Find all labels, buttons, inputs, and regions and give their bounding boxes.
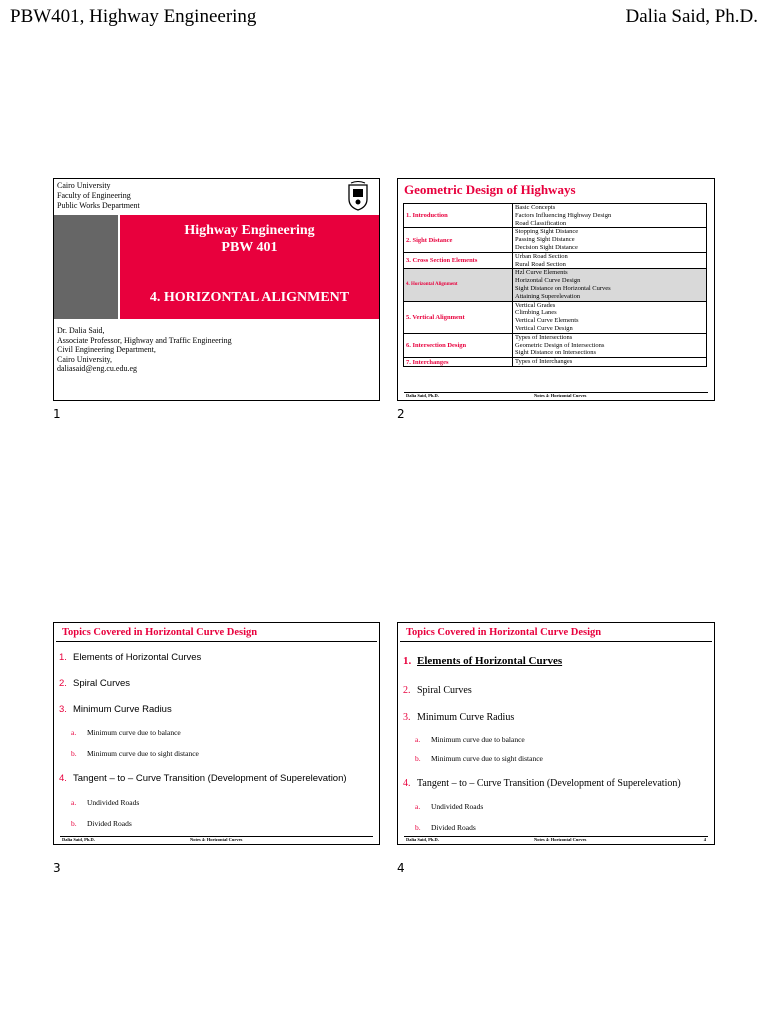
topic-item: Decision Sight Distance — [515, 243, 578, 251]
department-name: Public Works Department — [57, 201, 140, 210]
slide-1 — [53, 178, 380, 401]
topic-item — [59, 652, 201, 663]
section-cell: 7. Interchanges — [404, 358, 513, 367]
item-number: 3. — [403, 712, 411, 723]
author-title: Associate Professor, Highway and Traffic Engineering — [57, 335, 232, 345]
contents-row — [404, 358, 707, 367]
item-number: 4. — [59, 773, 67, 784]
items-cell — [513, 333, 707, 357]
course-title: Highway Engineering — [184, 223, 315, 238]
slide-title: Topics Covered in Horizontal Curve Design — [400, 625, 712, 642]
subtopic-item — [415, 802, 483, 811]
items-cell — [513, 252, 707, 269]
topic-item: Vertical Grades — [515, 301, 556, 309]
item-number: a. — [415, 735, 421, 744]
item-number: 3. — [59, 704, 67, 715]
contents-row — [404, 333, 707, 357]
topic-item: Sight Distance on Intersections — [515, 349, 597, 357]
topic-item: Factors Influencing Highway Design — [515, 211, 612, 219]
author-name: Dr. Dalia Said, — [57, 326, 105, 335]
subtopic-item — [71, 749, 199, 758]
gray-side-block — [54, 215, 118, 319]
contents-row — [404, 269, 707, 301]
slide-3 — [53, 622, 380, 845]
footer-author: Dalia Said, Ph.D. — [406, 837, 439, 842]
contents-table — [403, 203, 707, 367]
topic-item: Sight Distance on Horizontal Curves — [515, 284, 611, 292]
section-cell: 6. Intersection Design — [404, 333, 513, 357]
slide-number-3: 3 — [53, 861, 61, 875]
items-cell — [513, 358, 707, 367]
items-cell — [513, 269, 707, 301]
item-text: Minimum Curve Radius — [73, 704, 172, 715]
item-number: a. — [71, 728, 77, 737]
topic-item — [403, 685, 472, 696]
items-cell — [513, 228, 707, 252]
topic-item: Urban Road Section — [515, 252, 568, 260]
university-name: Cairo University — [57, 181, 111, 190]
item-text: Undivided Roads — [87, 798, 140, 807]
topic-item: Climbing Lanes — [515, 309, 557, 317]
subtopic-item — [71, 798, 139, 807]
section-cell: 3. Cross Section Elements — [404, 252, 513, 269]
item-number: 4. — [403, 778, 411, 789]
item-text: Spiral Curves — [73, 678, 131, 689]
author-department: Civil Engineering Department, — [57, 345, 156, 354]
university-seal-icon — [347, 181, 369, 211]
item-number: 2. — [59, 678, 67, 689]
page-header-course: PBW401, Highway Engineering — [10, 6, 257, 27]
lecture-title: 4. HORIZONTAL ALIGNMENT — [149, 290, 350, 305]
topic-item: Stopping Sight Distance — [515, 228, 579, 236]
author-email: daliasaid@eng.cu.edu.eg — [57, 364, 138, 373]
slide-number-1: 1 — [53, 407, 61, 421]
slide-number-2: 2 — [397, 407, 405, 421]
university-block — [57, 181, 140, 211]
subtopic-item — [71, 728, 181, 737]
subtopic-item — [415, 735, 525, 744]
footer-author: Dalia Said, Ph.D. — [62, 837, 95, 842]
item-number: b. — [415, 823, 421, 832]
topic-item: Hzl Curve Elements — [515, 269, 568, 277]
footer-notes: Notes 4: Horizontal Curves — [190, 837, 243, 842]
slide-number-4: 4 — [397, 861, 405, 875]
slide-footer — [404, 836, 708, 843]
topic-item: Road Classification — [515, 219, 567, 227]
topic-item: Attaining Superelevation — [515, 292, 581, 300]
item-text: Minimum curve due to sight distance — [431, 754, 543, 763]
items-cell — [513, 204, 707, 228]
item-text: Undivided Roads — [431, 802, 484, 811]
faculty-name: Faculty of Engineering — [57, 191, 131, 200]
author-university: Cairo University, — [57, 354, 113, 364]
section-cell: 1. Introduction — [404, 204, 513, 228]
item-number: a. — [415, 802, 421, 811]
topic-item — [59, 704, 172, 715]
topic-item: Types of Intersections — [515, 333, 573, 341]
contents-row — [404, 204, 707, 228]
subtopic-item — [71, 819, 132, 828]
item-text: Minimum curve due to balance — [431, 735, 525, 744]
item-text: Minimum Curve Radius — [417, 712, 515, 723]
slide-footer — [60, 836, 373, 843]
contents-row — [404, 228, 707, 252]
item-text: Minimum curve due to balance — [87, 728, 181, 737]
item-text: Tangent – to – Curve Transition (Development of Superelevation) — [73, 773, 347, 784]
topic-item: Rural Road Section — [515, 260, 566, 268]
item-text: Elements of Horizontal Curves — [73, 652, 202, 663]
subtopic-item — [415, 754, 543, 763]
slide-title: Topics Covered in Horizontal Curve Design — [56, 625, 377, 642]
item-number: b. — [415, 754, 421, 763]
item-text: Minimum curve due to sight distance — [87, 749, 199, 758]
items-cell — [513, 301, 707, 333]
slide-title: Geometric Design of Highways — [404, 182, 576, 197]
topic-item: Vertical Curve Design — [515, 324, 573, 332]
item-text: Tangent – to – Curve Transition (Development of Superelevation) — [417, 778, 681, 789]
slide-4 — [397, 622, 715, 845]
item-number: 1. — [59, 652, 67, 663]
topic-item — [59, 773, 347, 784]
topic-item — [403, 712, 514, 723]
course-code: PBW 401 — [221, 240, 278, 255]
topic-item: Horizontal Curve Design — [515, 277, 581, 285]
section-cell: 2. Sight Distance — [404, 228, 513, 252]
item-number: b. — [71, 819, 77, 828]
topic-item: Geometric Design of Intersections — [515, 341, 605, 349]
item-text: Elements of Horizontal Curves — [417, 655, 563, 667]
footer-notes: Notes 4: Horizontal Curves — [534, 837, 587, 842]
item-number: 2. — [403, 685, 411, 696]
topic-item — [59, 678, 130, 689]
item-number: 1. — [403, 655, 412, 667]
topic-item: Vertical Curve Elements — [515, 317, 579, 325]
footer-author: Dalia Said, Ph.D. — [406, 393, 439, 398]
author-block — [57, 326, 232, 374]
topic-item — [403, 778, 681, 789]
item-text: Spiral Curves — [417, 685, 472, 696]
topic-item: Types of Interchanges — [515, 358, 573, 366]
topic-item: Basic Concepts — [515, 204, 556, 211]
item-text: Divided Roads — [431, 823, 476, 832]
section-cell: 5. Vertical Alignment — [404, 301, 513, 333]
title-banner — [120, 215, 379, 319]
topic-item: Passing Sight Distance — [515, 236, 575, 244]
page-header-author: Dalia Said, Ph.D. — [625, 6, 758, 27]
contents-row — [404, 301, 707, 333]
section-cell: 4. Horizontal Alignment — [404, 269, 513, 301]
item-number: b. — [71, 749, 77, 758]
subtopic-item — [415, 823, 476, 832]
contents-row — [404, 252, 707, 269]
footer-notes: Notes 4: Horizontal Curves — [534, 393, 587, 398]
footer-page-number: 4 — [703, 837, 706, 842]
item-number: a. — [71, 798, 77, 807]
slide-2 — [397, 178, 715, 401]
item-text: Divided Roads — [87, 819, 132, 828]
topic-item — [403, 655, 562, 667]
slide-footer — [404, 392, 708, 399]
